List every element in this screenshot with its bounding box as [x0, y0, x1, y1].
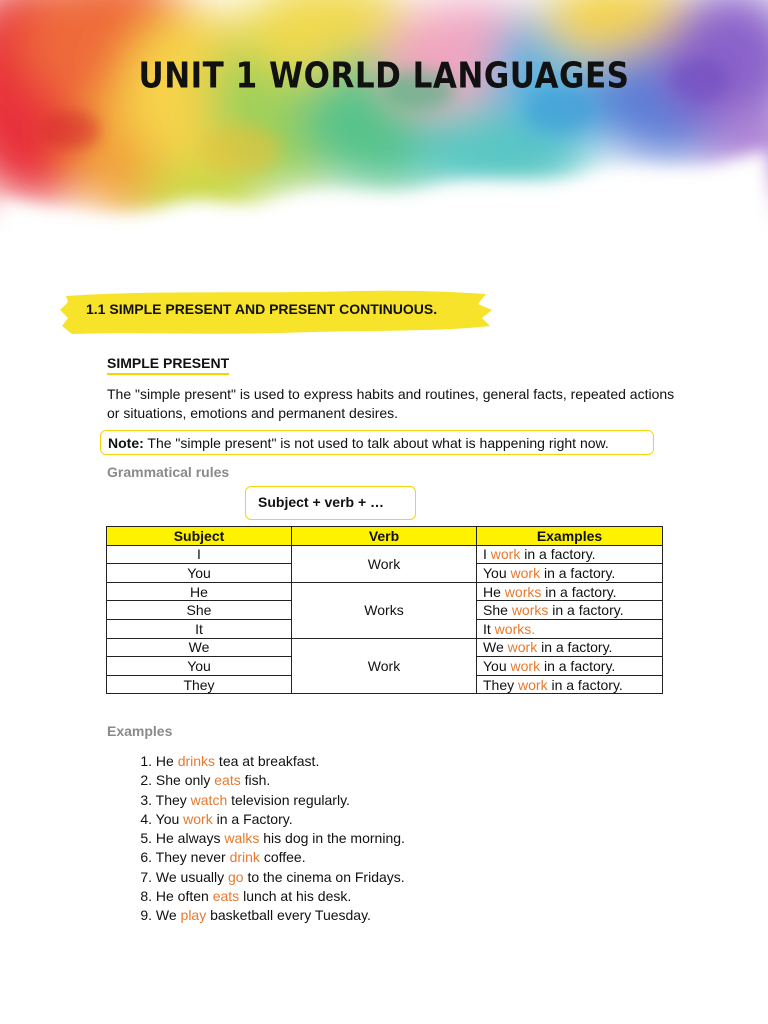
subject-cell: It — [107, 619, 292, 638]
example-prefix: We usually — [155, 868, 228, 885]
sub-heading: SIMPLE PRESENT — [107, 355, 229, 375]
example-cell — [477, 638, 663, 657]
example-suffix: lunch at his desk. — [239, 888, 352, 905]
example-verb: watch — [190, 791, 228, 808]
example-verb: works — [504, 583, 542, 600]
example-suffix: in a factory. — [541, 583, 617, 600]
table-header-row — [107, 527, 663, 546]
subject-cell: We — [107, 638, 292, 657]
note-label: Note: — [108, 435, 144, 451]
example-verb: work — [518, 676, 548, 693]
section-title: 1.1 SIMPLE PRESENT AND PRESENT CONTINUOUS. — [86, 301, 438, 317]
example-suffix: in a factory. — [548, 602, 624, 619]
example-cell — [477, 619, 663, 638]
example-suffix: in a factory. — [540, 564, 616, 581]
example-cell — [477, 675, 663, 694]
watercolor-banner — [0, 0, 768, 250]
list-number: 5. — [140, 830, 152, 847]
table-row — [107, 582, 663, 601]
example-prefix: She only — [155, 772, 215, 789]
list-item — [107, 752, 405, 771]
example-suffix: coffee. — [259, 849, 306, 866]
example-cell — [477, 601, 663, 620]
example-verb: works — [511, 602, 549, 619]
example-prefix: He — [155, 753, 178, 769]
example-prefix: We — [483, 639, 508, 656]
list-item — [107, 771, 405, 790]
example-suffix: in a Factory. — [212, 810, 293, 827]
examples-list — [107, 752, 405, 926]
table-header-verb: Verb — [292, 527, 477, 546]
example-suffix: tea at breakfast. — [215, 753, 320, 769]
example-verb: work — [510, 657, 541, 674]
page-title: UNIT 1 WORLD LANGUAGES — [138, 55, 630, 97]
example-verb: play — [180, 907, 207, 924]
note-text: The "simple present" is not used to talk about what is happening right now. — [143, 435, 609, 451]
example-suffix: in a factory. — [547, 676, 623, 693]
list-number: 3. — [140, 791, 152, 808]
example-prefix: You — [155, 810, 184, 827]
example-verb: works. — [494, 620, 536, 637]
subject-cell: She — [107, 601, 292, 620]
verb-cell: Work — [292, 545, 477, 582]
example-suffix: fish. — [240, 772, 271, 789]
example-verb: work — [507, 639, 538, 656]
example-verb: drink — [229, 849, 260, 866]
example-prefix: It — [483, 620, 495, 637]
example-verb: eats — [212, 888, 240, 905]
example-prefix: He often — [155, 888, 213, 905]
table-row — [107, 545, 663, 564]
example-suffix: his dog in the morning. — [259, 830, 405, 847]
list-number: 1. — [140, 753, 152, 769]
list-item — [107, 791, 405, 810]
watercolor-banner-graphic — [0, 0, 768, 250]
example-verb: go — [228, 868, 244, 885]
example-prefix: They never — [155, 849, 230, 866]
example-verb: drinks — [177, 753, 216, 769]
table-row — [107, 638, 663, 657]
example-prefix: We — [155, 907, 181, 924]
example-prefix: He — [483, 583, 505, 600]
list-number: 4. — [140, 810, 152, 827]
example-suffix: in a factory. — [540, 657, 616, 674]
list-number: 2. — [140, 772, 152, 789]
list-number: 9. — [140, 907, 152, 924]
intro-paragraph: The "simple present" is used to express habits and routines, general facts, repeated actions or situations, emotions and permanent desires. — [107, 386, 675, 421]
formula-box: Subject + verb + … — [245, 486, 416, 520]
subject-cell: You — [107, 564, 292, 583]
example-prefix: You — [483, 657, 511, 674]
example-prefix: He always — [155, 830, 225, 847]
list-item — [107, 906, 405, 925]
list-item — [107, 810, 405, 829]
example-cell — [477, 545, 663, 564]
list-number: 8. — [140, 888, 152, 905]
verb-cell: Works — [292, 582, 477, 638]
example-verb: eats — [214, 772, 241, 789]
subject-cell: You — [107, 657, 292, 676]
subject-cell: They — [107, 675, 292, 694]
grammar-table — [106, 526, 663, 694]
example-prefix: You — [483, 564, 511, 581]
example-prefix: I — [483, 546, 491, 563]
example-suffix: in a factory. — [537, 639, 613, 656]
list-item — [107, 848, 405, 867]
example-suffix: television regularly. — [227, 791, 350, 808]
verb-cell: Work — [292, 638, 477, 694]
example-verb: work — [510, 564, 541, 581]
example-suffix: in a factory. — [520, 546, 596, 563]
list-number: 7. — [140, 868, 152, 885]
examples-heading: Examples — [107, 723, 173, 739]
example-prefix: They — [155, 791, 191, 808]
example-prefix: They — [483, 676, 519, 693]
grammatical-rules-heading: Grammatical rules — [107, 464, 230, 480]
example-verb: work — [490, 546, 521, 563]
note-box — [100, 430, 654, 455]
example-cell — [477, 564, 663, 583]
example-cell — [477, 657, 663, 676]
example-suffix: to the cinema on Fridays. — [243, 868, 405, 885]
list-item — [107, 868, 405, 887]
table-header-examples: Examples — [477, 527, 663, 546]
example-cell — [477, 582, 663, 601]
table-header-subject: Subject — [107, 527, 292, 546]
example-verb: walks — [224, 830, 260, 847]
example-prefix: She — [483, 602, 512, 619]
list-number: 6. — [140, 849, 152, 866]
list-item — [107, 887, 405, 906]
list-item — [107, 829, 405, 848]
example-suffix: basketball every Tuesday. — [206, 907, 371, 924]
example-verb: work — [183, 810, 213, 827]
subject-cell: I — [107, 545, 292, 564]
subject-cell: He — [107, 582, 292, 601]
